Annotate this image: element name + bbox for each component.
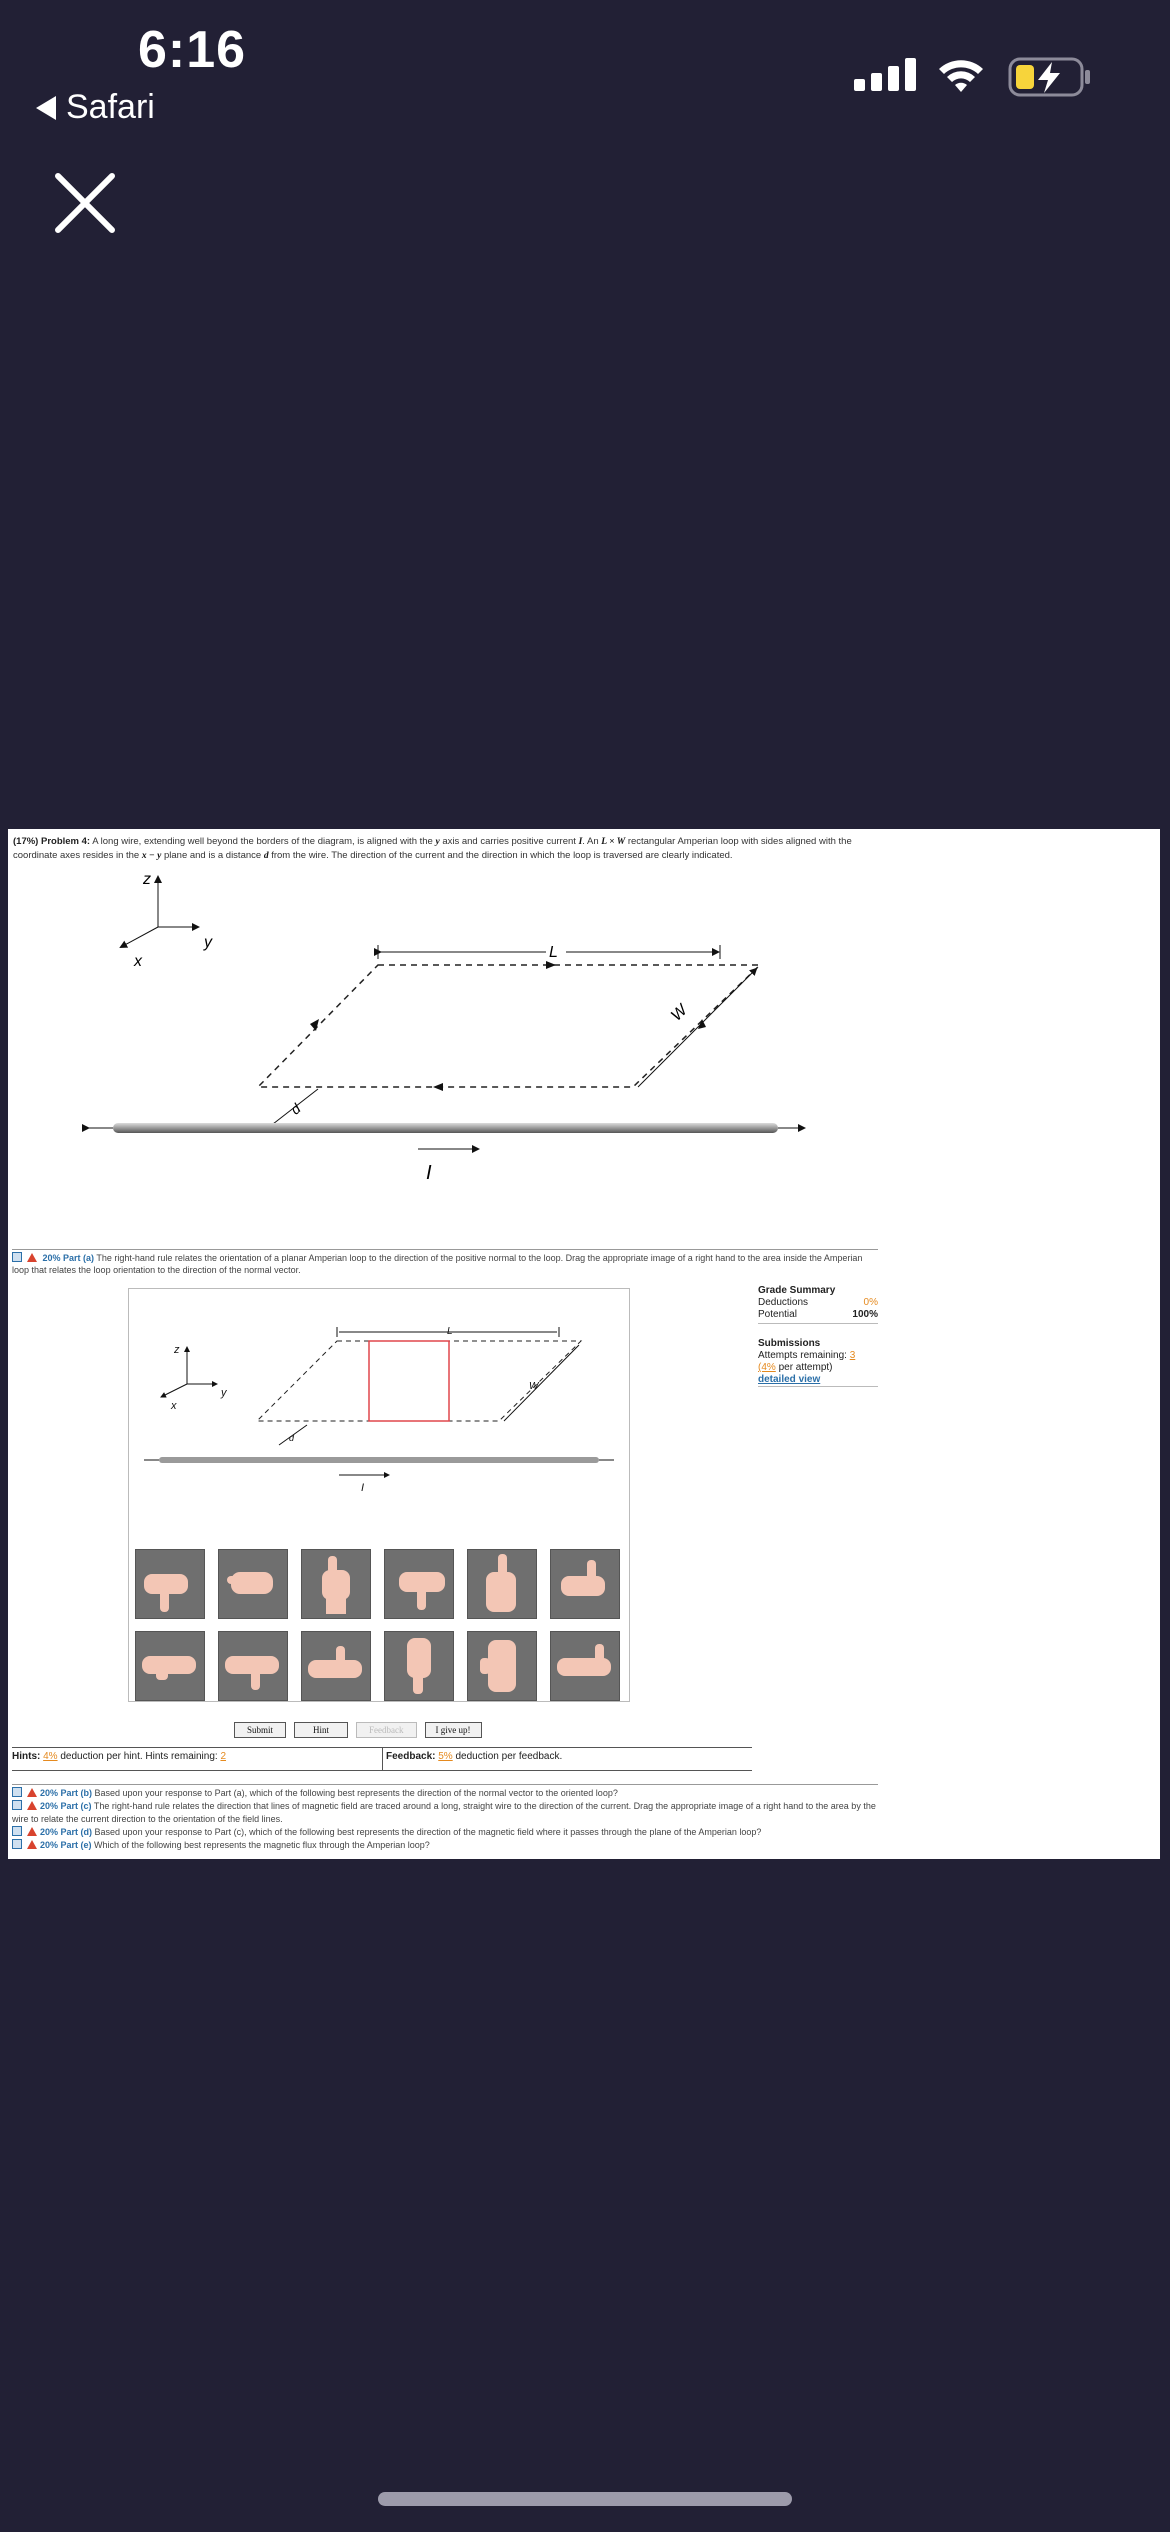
deductions-label: Deductions <box>758 1297 809 1308</box>
axis-y-label: y <box>221 1387 227 1399</box>
hand-open-up-icon <box>468 1632 536 1700</box>
label-current: I <box>361 1482 365 1494</box>
part-b-row[interactable] <box>12 1787 878 1800</box>
problem-text: plane and is a distance <box>163 850 262 861</box>
feedback-pct: 5% <box>438 1751 453 1762</box>
expand-icon[interactable] <box>12 1839 22 1849</box>
hand-option-2[interactable] <box>218 1549 288 1619</box>
hand-option-1[interactable] <box>135 1549 205 1619</box>
per-attempt-text: per attempt) <box>778 1362 833 1373</box>
part-text: Based upon your response to Part (c), which of the following best represents the direction of the magnetic field where it passes through the plane of the Amperian loop? <box>94 1827 762 1837</box>
part-label: 20% Part (d) <box>40 1827 93 1837</box>
label-l: L <box>549 944 558 961</box>
back-arrow-icon <box>36 96 56 120</box>
grade-summary-title: Grade Summary <box>758 1285 836 1296</box>
expand-icon[interactable] <box>12 1826 22 1836</box>
hand-option-8[interactable] <box>218 1631 288 1701</box>
hints-pct: 4% <box>43 1751 58 1762</box>
amperian-loop <box>258 965 760 1087</box>
part-text: Based upon your response to Part (a), which of the following best represents the direction of the normal vector to the oriented loop? <box>94 1788 618 1798</box>
grade-summary <box>758 1285 878 1387</box>
problem-text: from the wire. The direction of the current and the direction in which the loop is traversed are clearly indicated. <box>271 850 733 861</box>
hand-thumb-up-right-icon <box>551 1550 619 1618</box>
part-label: 20% Part (c) <box>40 1801 92 1811</box>
part-e-row[interactable] <box>12 1839 878 1852</box>
problem-header: (17%) Problem 4: <box>13 836 91 847</box>
label-l: L <box>447 1326 453 1337</box>
hand-thumb-up-icon <box>468 1550 536 1618</box>
drag-drop-workspace[interactable] <box>128 1288 630 1702</box>
warning-icon <box>27 1253 37 1262</box>
hand-thumb-down-left-icon <box>136 1550 204 1618</box>
warning-icon <box>27 1801 37 1810</box>
status-time: 6:16 <box>138 21 247 79</box>
hand-option-3[interactable] <box>301 1549 371 1619</box>
hints-feedback-bar <box>12 1747 752 1771</box>
problem-document <box>8 829 1160 1859</box>
part-text: The right-hand rule relates the direction that lines of magnetic field are traced around a long, straight wire to the direction of the current. Drag the appropriate image of a right hand to the area by the wire to relate the current direction to the orientation of the field lines. <box>12 1801 876 1824</box>
part-a-diagram <box>129 1289 629 1549</box>
part-text: Which of the following best represents the magnetic flux through the Amperian loop? <box>94 1840 430 1850</box>
drop-target-area[interactable] <box>369 1341 449 1421</box>
hand-option-9[interactable] <box>301 1631 371 1701</box>
hand-option-12[interactable] <box>550 1631 620 1701</box>
label-w: W <box>668 1001 691 1025</box>
hand-fist-up-icon <box>302 1550 370 1618</box>
warning-icon <box>27 1788 37 1797</box>
hand-option-11[interactable] <box>467 1631 537 1701</box>
problem-text: axis and carries positive current <box>442 836 576 847</box>
hints-remaining: 2 <box>220 1751 227 1762</box>
hand-option-10[interactable] <box>384 1631 454 1701</box>
problem-diagram <box>8 859 878 1239</box>
axis-x-label: x <box>134 953 142 970</box>
warning-icon <box>27 1827 37 1836</box>
hand-option-4[interactable] <box>384 1549 454 1619</box>
hand-flat-left-icon <box>136 1632 204 1700</box>
var-d: d <box>263 851 269 861</box>
other-parts-list <box>12 1784 878 1852</box>
label-w: W <box>529 1381 539 1392</box>
label-current: I <box>426 1162 432 1184</box>
hand-point-down-icon <box>385 1632 453 1700</box>
deductions-value: 0% <box>863 1297 878 1308</box>
axis-z-label: z <box>143 871 151 888</box>
var-i: I <box>578 837 583 847</box>
label-d: d <box>289 1433 295 1443</box>
hand-option-5[interactable] <box>467 1549 537 1619</box>
hand-option-6[interactable] <box>550 1549 620 1619</box>
hints-text: deduction per hint. Hints remaining: <box>60 1751 218 1762</box>
hand-palm-point-icon <box>302 1632 370 1700</box>
close-icon[interactable] <box>50 168 120 238</box>
feedback-text: deduction per feedback. <box>455 1751 563 1762</box>
axis-x-label: x <box>171 1400 177 1412</box>
warning-icon <box>27 1840 37 1849</box>
feedback-button[interactable]: Feedback <box>356 1722 416 1738</box>
part-a-text: The right-hand rule relates the orientation of a planar Amperian loop to the direction of the positive normal to the loop. Drag the appropriate image of a right hand to the area inside the Amperian loop that relates the loop orientation to the direction of the normal vector. <box>12 1253 863 1275</box>
hand-fist-side-icon <box>219 1550 287 1618</box>
problem-text: rectangular Amperian loop with sides aligned with the coordinate axes resides in the <box>13 836 852 861</box>
hint-button[interactable]: Hint <box>294 1722 348 1738</box>
per-attempt-pct: (4% <box>758 1362 776 1373</box>
part-c-row[interactable] <box>12 1800 878 1826</box>
part-a-label: 20% Part (a) <box>42 1253 95 1263</box>
expand-icon[interactable] <box>12 1787 22 1797</box>
detailed-view-link[interactable]: detailed view <box>758 1374 821 1385</box>
expand-icon[interactable] <box>12 1800 22 1810</box>
potential-label: Potential <box>758 1309 797 1320</box>
hand-thumb-down-right-icon <box>385 1550 453 1618</box>
hand-flat-thumb-icon <box>551 1632 619 1700</box>
collapse-icon[interactable] <box>12 1252 22 1262</box>
submit-button[interactable]: Submit <box>234 1722 286 1738</box>
part-d-row[interactable] <box>12 1826 878 1839</box>
action-buttons <box>234 1722 482 1738</box>
part-label: 20% Part (e) <box>40 1840 92 1850</box>
back-label: Safari <box>66 88 155 126</box>
hand-flat-right-icon <box>219 1632 287 1700</box>
problem-text: A long wire, extending well beyond the borders of the diagram, is aligned with the <box>92 836 433 847</box>
potential-value: 100% <box>852 1309 878 1320</box>
attempts-value: 3 <box>849 1350 856 1361</box>
hints-label: Hints: <box>12 1751 41 1762</box>
current-wire <box>113 1123 778 1133</box>
wifi-icon <box>936 56 986 96</box>
back-to-safari-button[interactable] <box>36 88 155 127</box>
part-a-header <box>12 1249 878 1276</box>
feedback-label: Feedback: <box>386 1751 436 1762</box>
var-y: y <box>435 837 440 847</box>
home-indicator[interactable] <box>378 2492 792 2506</box>
submissions-title: Submissions <box>758 1338 821 1349</box>
axis-y-label: y <box>204 934 212 951</box>
label-d: d <box>287 1100 304 1118</box>
part-label: 20% Part (b) <box>40 1788 93 1798</box>
attempts-label: Attempts remaining: <box>758 1350 847 1361</box>
hand-option-7[interactable] <box>135 1631 205 1701</box>
cellular-signal-icon <box>854 58 916 91</box>
var-lw: L × W <box>601 837 626 847</box>
var-xy: x − y <box>141 851 162 861</box>
problem-text: . An <box>582 836 599 847</box>
battery-charging-icon <box>1008 56 1092 98</box>
give-up-button[interactable]: I give up! <box>425 1722 482 1738</box>
axis-z-label: z <box>174 1344 180 1356</box>
